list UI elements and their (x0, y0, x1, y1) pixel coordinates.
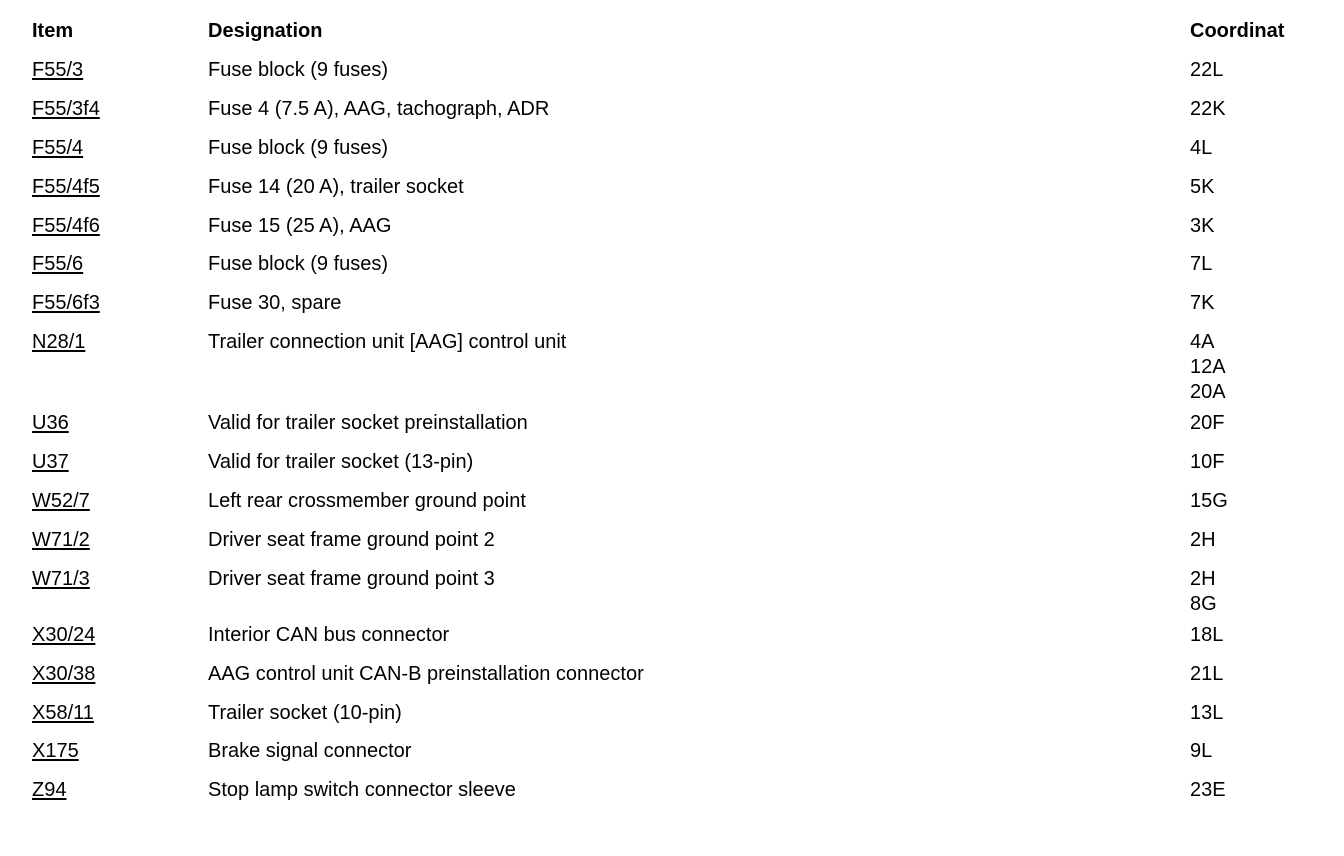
table-row (26, 695, 1326, 734)
table-row (26, 246, 1326, 285)
column-header-item: Item (32, 20, 74, 42)
designation-cell: Fuse 15 (25 A), AAG (208, 214, 392, 237)
item-cell (26, 695, 202, 734)
item-link[interactable]: W52/7 (32, 490, 90, 513)
item-cell (26, 405, 202, 444)
item-cell (26, 169, 202, 208)
coordinate-cell (1184, 656, 1326, 695)
table-row (26, 324, 1326, 405)
coordinate-value: 9L (1190, 740, 1213, 763)
table-row (26, 772, 1326, 811)
table-row (26, 52, 1326, 91)
designation-cell: Valid for trailer socket (13-pin) (208, 451, 474, 474)
column-header-coordinate: Coordinat (1190, 20, 1285, 42)
coordinate-cell (1184, 52, 1326, 91)
designation-cell: Fuse block (9 fuses) (208, 59, 389, 81)
item-link[interactable]: X30/24 (32, 623, 96, 646)
coordinate-value: 15G (1190, 490, 1228, 513)
column-header-designation: Designation (208, 20, 323, 42)
coordinate-cell (1184, 246, 1326, 285)
table-row (26, 733, 1326, 772)
coordinate-value: 2H (1190, 528, 1216, 551)
coordinate-value: 22K (1190, 97, 1226, 120)
table-row (26, 91, 1326, 130)
coordinate-value: 20A (1190, 381, 1226, 404)
table-row (26, 444, 1326, 483)
item-link[interactable]: F55/4f6 (32, 214, 100, 237)
coordinate-cell (1184, 324, 1326, 405)
item-link[interactable]: U36 (32, 412, 69, 435)
coordinate-value: 18L (1190, 623, 1224, 646)
coordinate-cell (1184, 483, 1326, 522)
coordinate-cell (1184, 695, 1326, 734)
coordinate-cell (1184, 772, 1326, 811)
coordinate-value: 21L (1190, 662, 1224, 685)
coordinate-value: 23E (1190, 779, 1226, 802)
coordinate-cell (1184, 130, 1326, 169)
coordinate-cell (1184, 444, 1326, 483)
item-link[interactable]: U37 (32, 451, 69, 474)
designation-cell: Brake signal connector (208, 740, 412, 763)
coordinate-value: 5K (1190, 175, 1215, 198)
item-link[interactable]: N28/1 (32, 331, 86, 354)
coordinate-value: 8G (1190, 592, 1217, 615)
coordinate-value: 2H (1190, 567, 1216, 590)
item-cell (26, 733, 202, 772)
designation-cell: Left rear crossmember ground point (208, 490, 526, 513)
table-row (26, 656, 1326, 695)
coordinate-value: 22L (1190, 59, 1224, 81)
item-link[interactable]: X30/38 (32, 662, 96, 685)
item-cell (26, 483, 202, 522)
table-row (26, 483, 1326, 522)
coordinate-value: 12A (1190, 356, 1226, 379)
coordinate-value: 4L (1190, 136, 1213, 159)
coordinate-cell (1184, 208, 1326, 247)
designation-cell: Driver seat frame ground point 2 (208, 528, 495, 551)
item-cell (26, 91, 202, 130)
table-row (26, 169, 1326, 208)
designation-cell: Fuse block (9 fuses) (208, 253, 389, 276)
table-row (26, 522, 1326, 561)
item-cell (26, 52, 202, 91)
item-cell (26, 246, 202, 285)
item-link[interactable]: F55/6 (32, 253, 84, 276)
coordinate-cell (1184, 169, 1326, 208)
item-cell (26, 130, 202, 169)
designation-cell: Trailer socket (10-pin) (208, 701, 402, 724)
item-link[interactable]: F55/3 (32, 59, 84, 81)
item-link[interactable]: F55/4f5 (32, 175, 100, 198)
designation-cell: Driver seat frame ground point 3 (208, 567, 495, 590)
item-cell (26, 522, 202, 561)
coordinate-cell (1184, 733, 1326, 772)
coordinate-cell (1184, 91, 1326, 130)
designation-cell: AAG control unit CAN-B preinstallation connector (208, 662, 644, 685)
table-row (26, 130, 1326, 169)
coordinate-value: 7L (1190, 253, 1213, 276)
coordinate-cell (1184, 522, 1326, 561)
item-cell (26, 617, 202, 656)
designation-cell: Interior CAN bus connector (208, 623, 450, 646)
coordinate-value: 7K (1190, 292, 1215, 315)
item-cell (26, 772, 202, 811)
item-cell (26, 208, 202, 247)
item-link[interactable]: X175 (32, 740, 79, 763)
item-link[interactable]: F55/4 (32, 136, 84, 159)
table-row (26, 208, 1326, 247)
designation-cell: Fuse 30, spare (208, 292, 342, 315)
table-body (26, 52, 1326, 811)
designation-cell: Trailer connection unit [AAG] control unit (208, 331, 567, 354)
component-legend-table (26, 14, 1326, 811)
item-link[interactable]: F55/3f4 (32, 97, 100, 120)
item-cell (26, 324, 202, 405)
designation-cell: Valid for trailer socket preinstallation (208, 412, 528, 435)
table-header-row (26, 14, 1326, 52)
item-cell (26, 444, 202, 483)
item-cell (26, 561, 202, 617)
coordinate-cell (1184, 561, 1326, 617)
table-row (26, 561, 1326, 617)
table-row (26, 405, 1326, 444)
item-link[interactable]: Z94 (32, 779, 67, 802)
designation-cell: Fuse 14 (20 A), trailer socket (208, 175, 464, 198)
coordinate-cell (1184, 617, 1326, 656)
table-row (26, 285, 1326, 324)
designation-cell: Fuse block (9 fuses) (208, 136, 389, 159)
item-cell (26, 285, 202, 324)
coordinate-value: 20F (1190, 412, 1225, 435)
item-link[interactable]: X58/11 (32, 701, 94, 724)
coordinate-cell (1184, 285, 1326, 324)
coordinate-value: 10F (1190, 451, 1225, 474)
coordinate-value: 4A (1190, 331, 1215, 354)
designation-cell: Stop lamp switch connector sleeve (208, 779, 516, 802)
item-cell (26, 656, 202, 695)
table-row (26, 617, 1326, 656)
coordinate-value: 13L (1190, 701, 1224, 724)
coordinate-cell (1184, 405, 1326, 444)
item-link[interactable]: W71/3 (32, 567, 90, 590)
coordinate-value: 3K (1190, 214, 1215, 237)
designation-cell: Fuse 4 (7.5 A), AAG, tachograph, ADR (208, 97, 550, 120)
item-link[interactable]: W71/2 (32, 528, 90, 551)
item-link[interactable]: F55/6f3 (32, 292, 100, 315)
